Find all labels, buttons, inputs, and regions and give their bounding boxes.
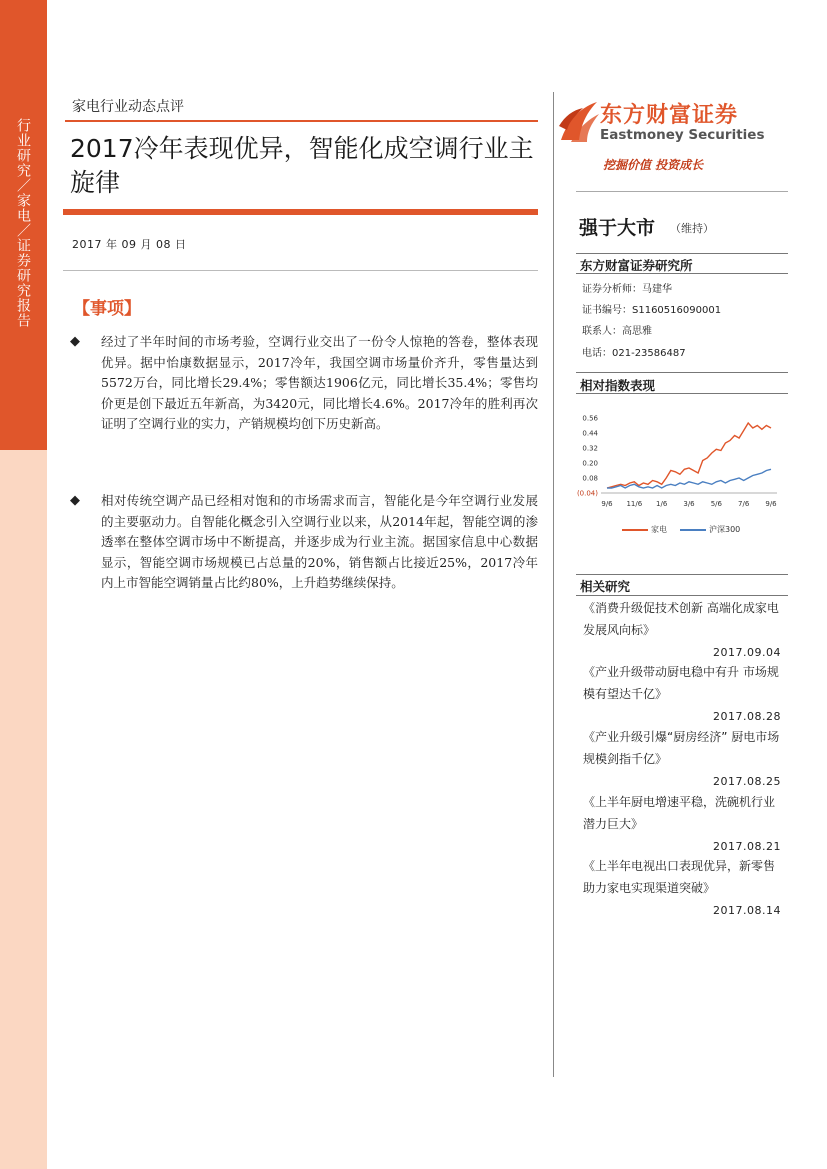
sidebar-band-light: [0, 450, 47, 1169]
related-report-date: 2017.08.25: [713, 775, 781, 788]
column-divider: [553, 92, 554, 1077]
legend-item-appliance: 家电: [622, 524, 667, 535]
related-report-link[interactable]: 《产业升级引爆“厨房经济” 厨电市场规模剑指千亿》: [583, 730, 780, 766]
x-tick-label: 3/6: [683, 500, 695, 508]
paragraph: 相对传统空调产品已经相对饱和的市场需求而言，智能化是今年空调行业发展的主要驱动力。自智能化概念引入空调行业以来，从2014年起，智能空调的渗透率在整体空调市场中不断提高，并逐步成为行业主流。据国家信息中心数据显示，智能空调市场规模已占总量的20%，销售额占比接近25%，2017冷年内上市智能空调销量占比约80%，上升趋势继续保持。: [101, 493, 538, 590]
institute-divider-bottom: [576, 273, 788, 274]
x-tick-label: 1/6: [656, 500, 668, 508]
sidebar-label: 行业研究／家电／证券研究报告: [15, 118, 31, 328]
related-report-date: 2017.09.04: [713, 646, 781, 659]
report-date: 2017 年 09 月 08 日: [72, 238, 187, 251]
analyst: 证券分析师：马建华: [582, 284, 672, 295]
x-tick-label: 5/6: [710, 500, 722, 508]
related-title: 相关研究: [580, 579, 631, 594]
date-divider: [63, 270, 538, 271]
y-tick-label: (0.04): [576, 489, 598, 498]
series-line-hs300: [607, 469, 771, 488]
brand-name-en: Eastmoney Securities: [600, 127, 765, 143]
chart-divider-top: [576, 372, 788, 373]
brand-name-cn: 东方财富证券: [600, 103, 739, 128]
y-tick-label: 0.56: [582, 414, 598, 423]
paragraph: 经过了半年时间的市场考验，空调行业交出了一份令人惊艳的答卷，整体表现优异。据中怡康数据显示，2017冷年，我国空调市场量价齐升，零售量达到5572万台，同比增长29.4%；零售额达1906亿元，同比增长35.4%；零售均价更是创下最近五年新高，为3420元，同比增长4.6%。2017冷年的胜利再次证明了空调行业的实力，产销规模均创下历史新高。: [101, 334, 538, 431]
bullet-item: [70, 491, 538, 594]
legend-swatch-appliance: [622, 529, 648, 531]
phone: 电话：021-23586487: [582, 348, 686, 359]
legend-item-hs300: 沪深300: [680, 524, 740, 535]
related-report-link[interactable]: 《消费升级促技术创新 高端化成家电发展风向标》: [583, 601, 779, 637]
y-tick-label: 0.44: [582, 429, 598, 438]
brand-slogan: 挖掘价值 投资成长: [603, 158, 704, 172]
chart-divider-bottom: [576, 393, 788, 394]
related-report-link[interactable]: 《上半年电视出口表现优异，新零售助力家电实现渠道突破》: [583, 859, 776, 895]
chart-section-title: 相对指数表现: [580, 378, 656, 393]
related-divider-bottom: [576, 595, 788, 596]
section-title: 【事项】: [73, 299, 141, 319]
title-divider: [63, 209, 538, 215]
related-report-link[interactable]: 《产业升级带动厨电稳中有升 市场规模有望达千亿》: [583, 665, 779, 701]
related-report-date: 2017.08.14: [713, 904, 781, 917]
related-report-date: 2017.08.28: [713, 710, 781, 723]
related-report-date: 2017.08.21: [713, 840, 781, 853]
category-divider: [65, 120, 538, 122]
diamond-bullet-icon: ◆: [70, 493, 80, 508]
page-title: 2017冷年表现优异，智能化成空调行业主旋律: [70, 134, 534, 197]
bullet-item: [70, 332, 538, 435]
relative-index-chart: [570, 404, 785, 539]
contact-person: 联系人：高思雅: [582, 326, 652, 337]
rating-label: 强于大市: [579, 217, 656, 239]
x-tick-label: 7/6: [738, 500, 750, 508]
x-tick-label: 9/6: [601, 500, 613, 508]
legend-swatch-hs300: [680, 529, 706, 531]
institute-name: 东方财富证券研究所: [580, 258, 693, 273]
slogan-divider: [576, 191, 788, 192]
y-tick-label: 0.32: [582, 444, 598, 453]
rating-note: （维持）: [670, 222, 714, 235]
related-report-link[interactable]: 《上半年厨电增速平稳，洗碗机行业潜力巨大》: [583, 795, 776, 831]
x-tick-label: 9/6: [765, 500, 777, 508]
report-category: 家电行业动态点评: [72, 99, 184, 115]
y-tick-label: 0.08: [582, 474, 598, 483]
diamond-bullet-icon: ◆: [70, 334, 80, 349]
y-tick-label: 0.20: [582, 459, 598, 468]
x-tick-label: 11/6: [626, 500, 643, 508]
cert-number: 证书编号：S1160516090001: [582, 305, 722, 316]
